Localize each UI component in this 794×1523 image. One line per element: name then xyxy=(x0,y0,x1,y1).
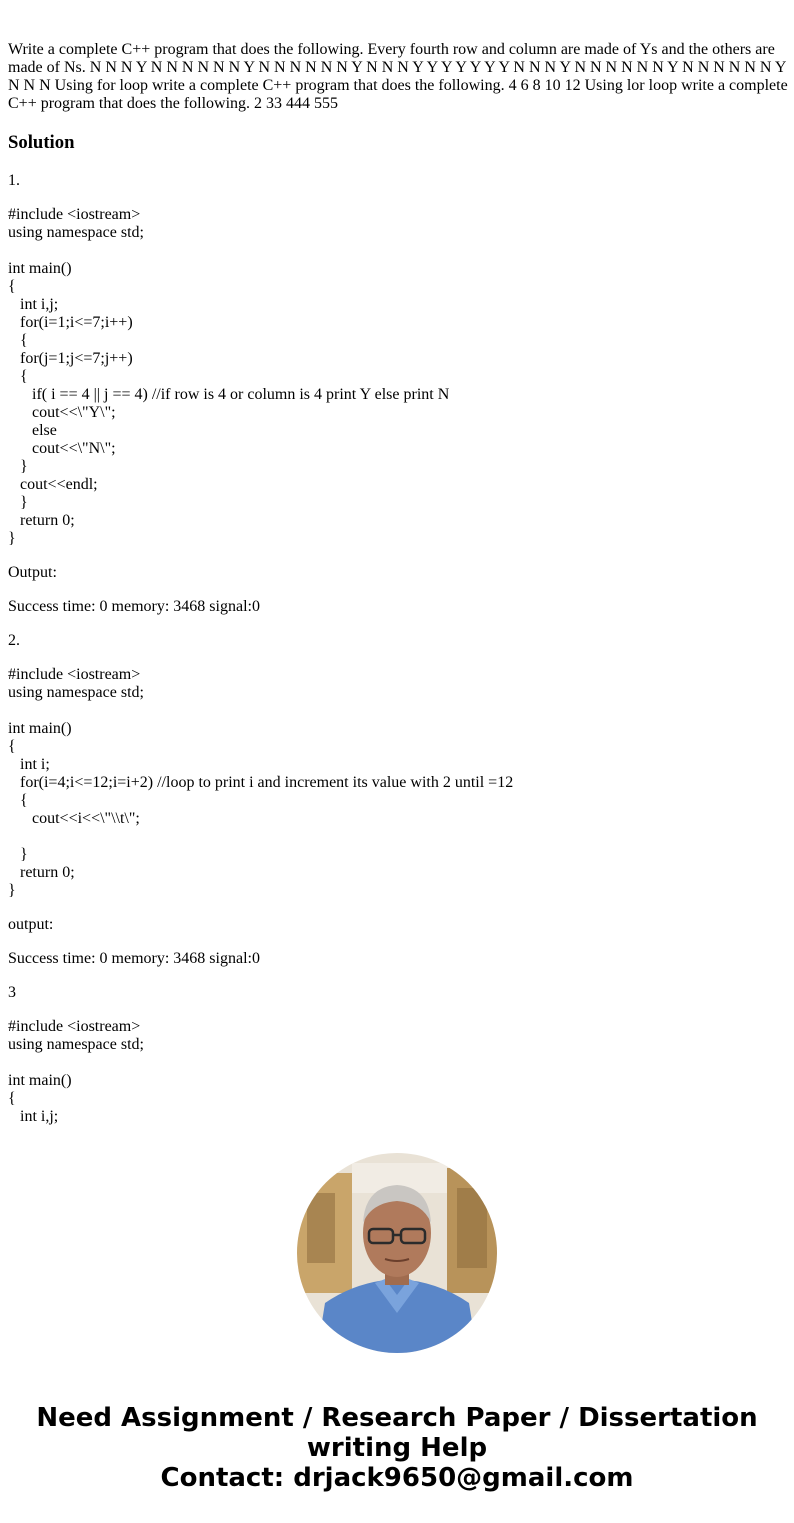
author-portrait-image xyxy=(297,1153,497,1353)
solution-paragraph: 1. xyxy=(8,172,20,189)
code-line: cout<<\"Y\"; xyxy=(8,404,116,421)
code-line: cout<<endl; xyxy=(8,476,98,493)
banner-line-2: writing Help xyxy=(306,1433,488,1463)
document-content xyxy=(8,41,792,1142)
code-line: } xyxy=(8,458,28,475)
solution-paragraph: 2. xyxy=(8,632,20,649)
code-line: } xyxy=(8,494,28,511)
solution-paragraph: Output: xyxy=(8,564,57,581)
solution-paragraph: Success time: 0 memory: 3468 signal:0 xyxy=(8,950,260,967)
code-line xyxy=(8,702,792,720)
code-block xyxy=(8,666,792,900)
author-avatar xyxy=(297,1153,497,1353)
code-line: cout<<\"N\"; xyxy=(8,440,116,457)
solution-paragraph: 3 xyxy=(8,984,16,1001)
code-line: } xyxy=(8,846,28,863)
code-line: { xyxy=(8,1090,16,1107)
code-block xyxy=(8,1018,792,1126)
code-line: if( i == 4 || j == 4) //if row is 4 or column is 4 print Y else print N xyxy=(8,386,450,403)
code-line: #include <iostream> xyxy=(8,666,141,683)
solution-body xyxy=(8,172,792,1126)
code-line: { xyxy=(8,792,28,809)
question-text: Write a complete C++ program that does the following. Every fourth row and column are made of Ys and the others are made of Ns. N N N Y N N N N N N Y N N N N N N Y N N N Y Y Y Y Y Y Y N N N Y N N N N N N Y N N N N N N Y N N N Using for loop write a complete C++ program that does the following. 4 6 8 10 12 Using lor loop write a complete C++ program that does the following. 2 33 444 555 xyxy=(8,41,788,112)
code-line: } xyxy=(8,882,16,899)
code-line: for(j=1;j<=7;j++) xyxy=(8,350,133,367)
solution-paragraph: Success time: 0 memory: 3468 signal:0 xyxy=(8,598,260,615)
code-line: { xyxy=(8,368,28,385)
code-block xyxy=(8,206,792,548)
code-line: { xyxy=(8,332,28,349)
code-line: int main() xyxy=(8,720,72,737)
code-line: return 0; xyxy=(8,864,75,881)
code-line xyxy=(8,828,792,846)
code-line: { xyxy=(8,278,16,295)
code-line: { xyxy=(8,738,16,755)
code-line: int main() xyxy=(8,260,72,277)
code-line: #include <iostream> xyxy=(8,1018,141,1035)
code-line: cout<<i<<\"\\t\"; xyxy=(8,810,140,827)
code-line: for(i=1;i<=7;i++) xyxy=(8,314,133,331)
code-line xyxy=(8,242,792,260)
code-line: for(i=4;i<=12;i=i+2) //loop to print i and increment its value with 2 until =12 xyxy=(8,774,514,791)
banner-contact-line: Contact: drjack9650@gmail.com xyxy=(160,1463,634,1493)
code-line xyxy=(8,1054,792,1072)
code-line: int i,j; xyxy=(8,296,59,313)
code-line: } xyxy=(8,530,16,547)
code-line: int i; xyxy=(8,756,50,773)
code-line: using namespace std; xyxy=(8,684,144,701)
solution-heading: Solution xyxy=(8,132,75,153)
solution-paragraph: output: xyxy=(8,916,54,933)
code-line: return 0; xyxy=(8,512,75,529)
code-line: #include <iostream> xyxy=(8,206,141,223)
code-line: int i,j; xyxy=(8,1108,59,1125)
banner-line-1: Need Assignment / Research Paper / Dissertation xyxy=(36,1403,758,1433)
contact-banner xyxy=(0,1403,794,1493)
code-line: else xyxy=(8,422,57,439)
code-line: using namespace std; xyxy=(8,1036,144,1053)
code-line: int main() xyxy=(8,1072,72,1089)
code-line: using namespace std; xyxy=(8,224,144,241)
